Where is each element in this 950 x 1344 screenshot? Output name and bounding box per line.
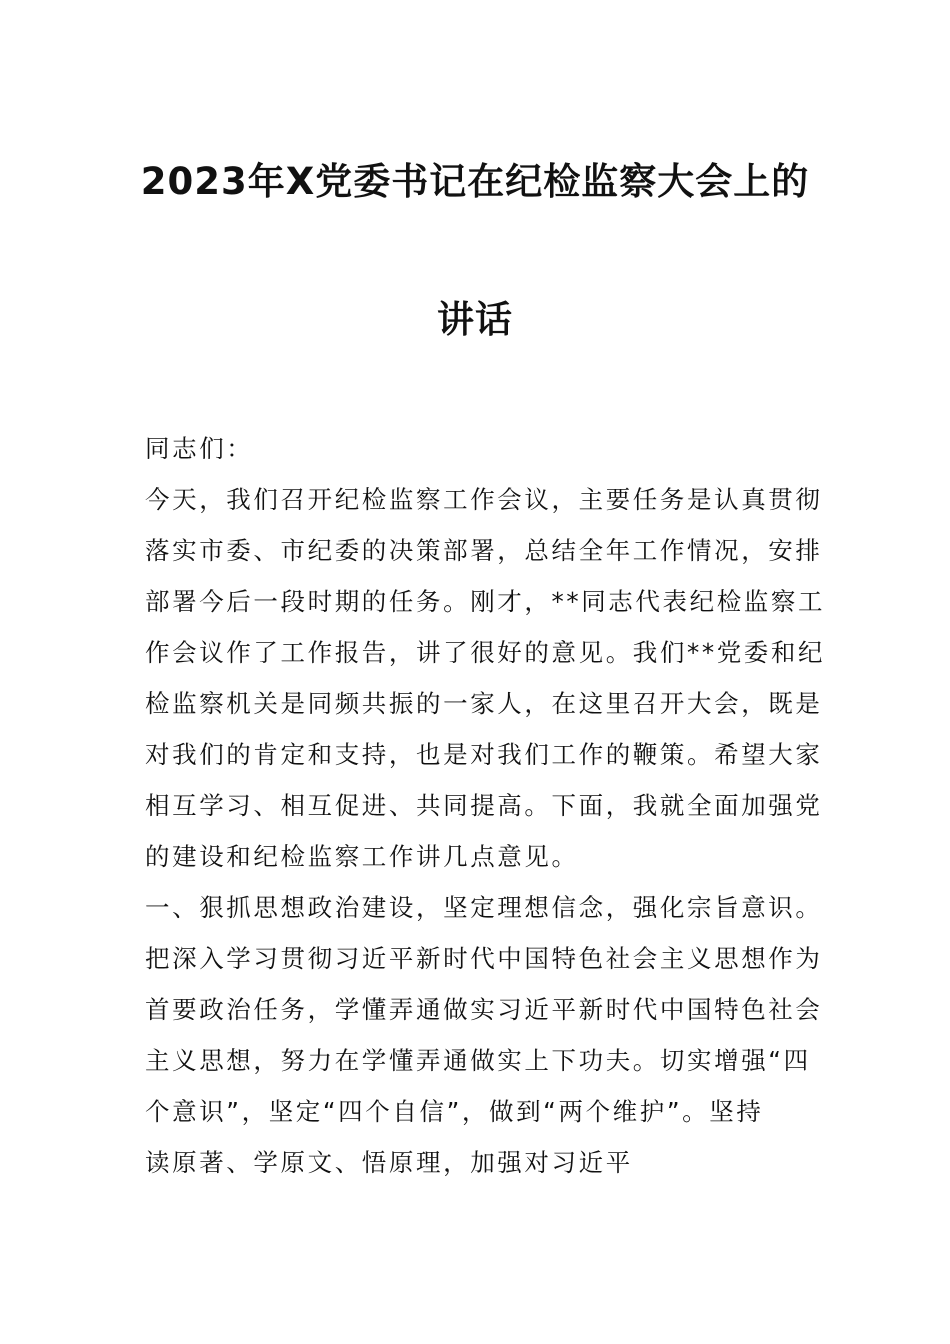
body-line: 检监察机关是同频共振的一家人，在这里召开大会，既是 <box>145 689 823 718</box>
body-line: 个意识”，坚定“四个自信”，做到“两个维护”。坚持 <box>145 1097 764 1126</box>
body-line: 的建设和纪检监察工作讲几点意见。 <box>145 842 579 871</box>
body-line: 作会议作了工作报告，讲了很好的意见。我们**党委和纪 <box>145 638 826 667</box>
body-line: 读原著、学原文、悟原理，加强对习近平 <box>145 1148 633 1177</box>
body-line: 对我们的肯定和支持，也是对我们工作的鞭策。希望大家 <box>145 740 823 769</box>
document-title-line-1: 2023年X党委书记在纪检监察大会上的 <box>140 160 810 203</box>
body-line: 今天，我们召开纪检监察工作会议，主要任务是认真贯彻 <box>145 485 823 514</box>
document-title-line-2: 讲话 <box>437 298 513 341</box>
body-line: 把深入学习贯彻习近平新时代中国特色社会主义思想作为 <box>145 944 823 973</box>
document-body <box>145 423 826 1188</box>
body-line: 部署今后一段时期的任务。刚才，**同志代表纪检监察工 <box>145 587 826 616</box>
body-line: 相互学习、相互促进、共同提高。下面，我就全面加强党 <box>145 791 823 820</box>
body-line: 落实市委、市纪委的决策部署，总结全年工作情况，安排 <box>145 536 823 565</box>
section-heading-line: 一、狠抓思想政治建设，坚定理想信念，强化宗旨意识。 <box>145 893 823 922</box>
salutation-line: 同志们： <box>145 434 254 463</box>
body-line: 首要政治任务，学懂弄通做实习近平新时代中国特色社会 <box>145 995 823 1024</box>
body-line: 主义思想，努力在学懂弄通做实上下功夫。切实增强“四 <box>145 1046 811 1075</box>
